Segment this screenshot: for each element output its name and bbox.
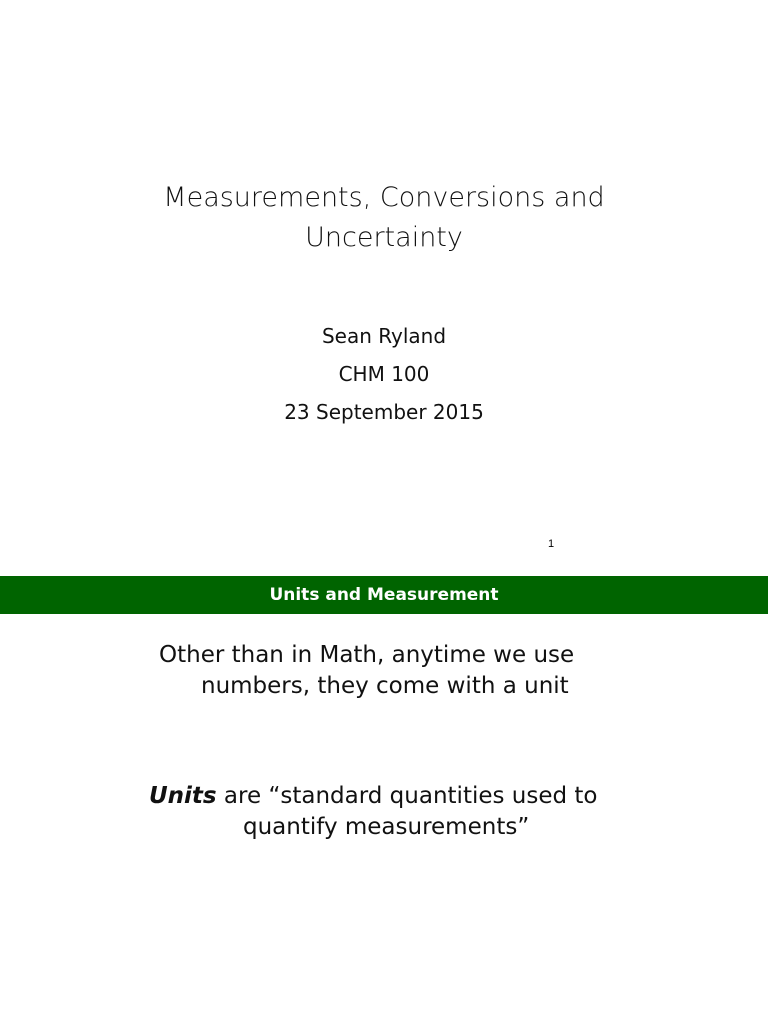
author-name: Sean Ryland: [321, 324, 447, 348]
units-definition-paragraph: [149, 781, 598, 843]
definition-text: are “standard quantities used to: [216, 783, 598, 809]
course-code: CHM 100: [338, 362, 430, 386]
page-number: 1: [548, 538, 555, 550]
units-intro-paragraph: [159, 640, 574, 702]
paragraph-line: numbers, they come with a unit: [201, 673, 569, 699]
slide-title: [60, 178, 708, 258]
paragraph-line: Other than in Math, anytime we use: [159, 642, 575, 668]
units-term: Units: [149, 783, 217, 809]
slide-title-line-1: Measurements, Conversions and: [163, 182, 605, 213]
paragraph-line: quantify measurements”: [243, 814, 530, 840]
slide-title-line-2: Uncertainty: [305, 222, 463, 253]
section-banner: Units and Measurement: [0, 576, 768, 614]
paragraph-line: [149, 781, 598, 812]
presentation-date: 23 September 2015: [284, 400, 484, 424]
